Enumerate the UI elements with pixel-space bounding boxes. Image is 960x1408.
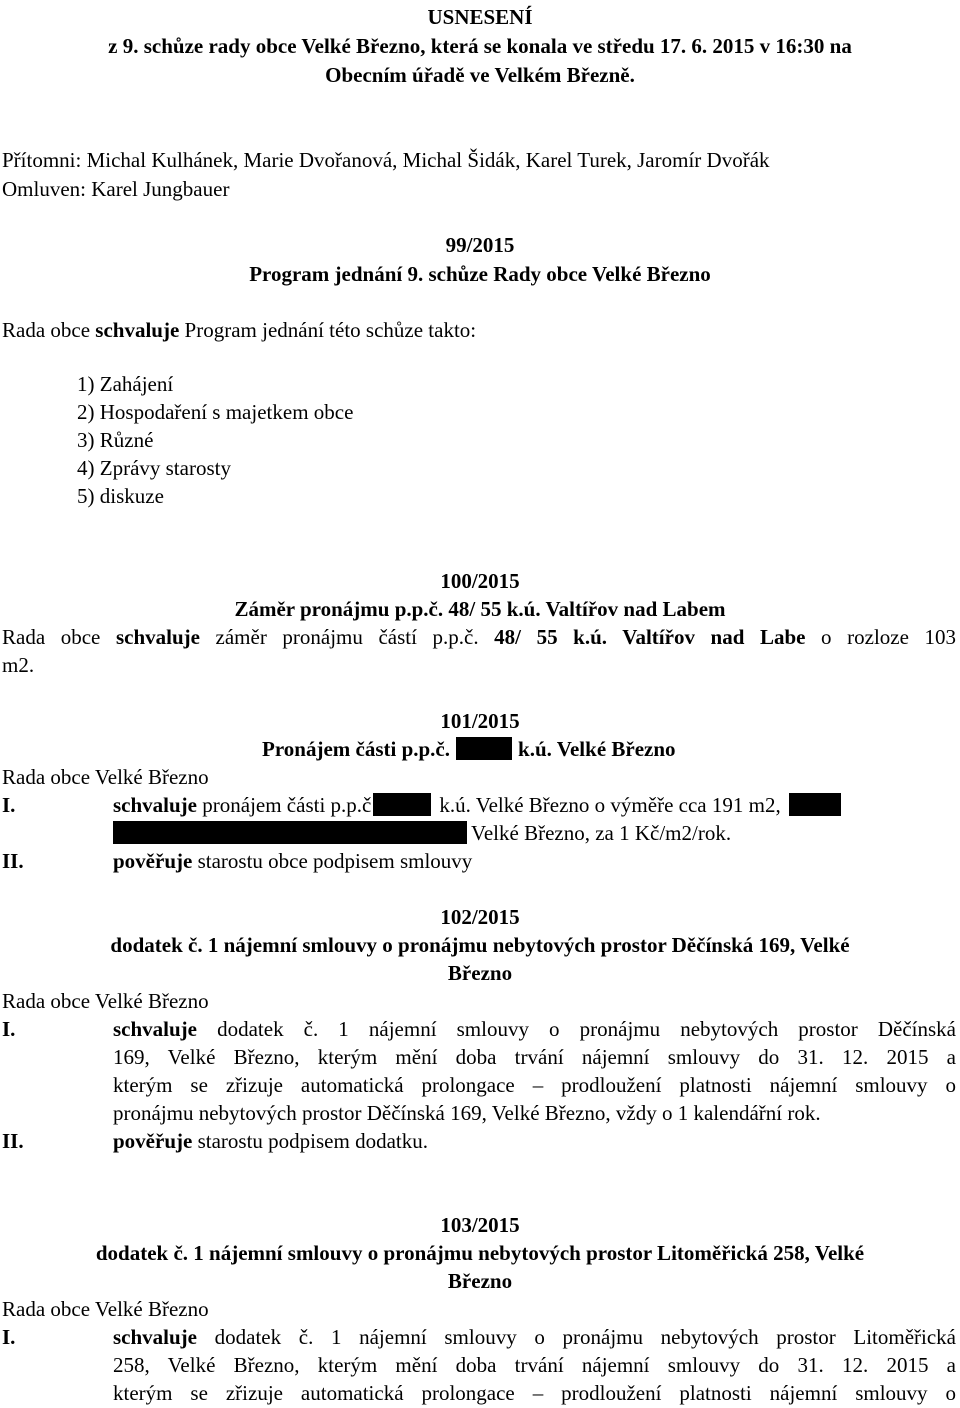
- redaction-block: [789, 793, 841, 816]
- resolution-103-title-line2: Březno: [447, 1269, 513, 1293]
- item-number: I.: [2, 1017, 16, 1041]
- resolution-101-item-i-line2: Velké Březno, za 1 Kč/m2/rok.: [113, 819, 731, 848]
- resolution-100-text-line2: m2.: [2, 653, 35, 677]
- program-item: 2) Hospodaření s majetkem obce: [77, 400, 354, 424]
- present-members: Přítomni: Michal Kulhánek, Marie Dvořanová, Michal Šidák, Karel Turek, Jaromír Dvořák: [2, 148, 770, 172]
- redaction-block: [373, 793, 431, 816]
- resolution-102-item-i-line2: 169, Velké Březno, kterým mění doba trvání nájemní smlouvy do 31. 12. 2015 a: [113, 1045, 956, 1069]
- resolution-102-title-line2: Březno: [447, 961, 513, 985]
- resolution-102-body: Rada obce Velké Březno: [2, 989, 209, 1013]
- item-number: II.: [2, 849, 24, 873]
- resolution-100-number: 100/2015: [440, 569, 520, 593]
- resolution-103-title-line1: dodatek č. 1 nájemní smlouvy o pronájmu nebytových prostor Litoměřická 258, Velké: [95, 1241, 865, 1265]
- redaction-block: [113, 821, 467, 844]
- resolution-103-item-i-line2: 258, Velké Březno, kterým mění doba trvání nájemní smlouvy do 31. 12. 2015 a: [113, 1353, 956, 1377]
- resolution-102-item-ii: pověřuje starostu podpisem dodatku.: [113, 1129, 428, 1153]
- program-item: 5) diskuze: [77, 484, 164, 508]
- resolution-101-number: 101/2015: [440, 709, 520, 733]
- meeting-info-line1: z 9. schůze rady obce Velké Březno, která se konala ve středu 17. 6. 2015 v 16:30 na: [108, 34, 852, 58]
- resolution-101-item-i-line1: schvaluje pronájem části p.p.č k.ú. Velké Březno o výměře cca 191 m2,: [113, 791, 841, 820]
- resolution-102-number: 102/2015: [440, 905, 520, 929]
- program-item: 4) Zprávy starosty: [77, 456, 231, 480]
- resolution-101-item-ii: pověřuje starostu obce podpisem smlouvy: [113, 849, 473, 873]
- resolution-99-number: 99/2015: [445, 233, 515, 257]
- resolution-103-item-i-line1: schvaluje dodatek č. 1 nájemní smlouvy o pronájmu nebytových prostor Litoměřická: [113, 1325, 956, 1349]
- document-title: USNESENÍ: [427, 5, 533, 29]
- resolution-102-item-i-line4: pronájmu nebytových prostor Děčínská 169, Velké Březno, vždy o 1 kalendářní rok.: [113, 1101, 821, 1125]
- resolution-101-title: Pronájem části p.p.č. k.ú. Velké Březno: [262, 737, 676, 761]
- item-number: I.: [2, 793, 16, 817]
- resolution-103-body: Rada obce Velké Březno: [2, 1297, 209, 1321]
- program-item: 3) Různé: [77, 428, 154, 452]
- resolution-101-body: Rada obce Velké Březno: [2, 765, 209, 789]
- meeting-info-line2: Obecním úřadě ve Velkém Březně.: [325, 63, 635, 87]
- resolution-99-title: Program jednání 9. schůze Rady obce Velké Březno: [249, 262, 711, 286]
- item-number: II.: [2, 1129, 24, 1153]
- excused-members: Omluven: Karel Jungbauer: [2, 177, 230, 201]
- resolution-100-title: Záměr pronájmu p.p.č. 48/ 55 k.ú. Valtířov nad Labem: [234, 597, 726, 621]
- program-item: 1) Zahájení: [77, 372, 174, 396]
- resolution-102-item-i-line1: schvaluje dodatek č. 1 nájemní smlouvy o pronájmu nebytových prostor Děčínská: [113, 1017, 956, 1041]
- resolution-102-item-i-line3: kterým se zřizuje automatická prolongace – prodloužení platnosti nájemní smlouvy o: [113, 1073, 956, 1097]
- resolution-103-number: 103/2015: [440, 1213, 520, 1237]
- item-number: I.: [2, 1325, 16, 1349]
- resolution-102-title-line1: dodatek č. 1 nájemní smlouvy o pronájmu nebytových prostor Děčínská 169, Velké: [110, 933, 850, 957]
- resolution-100-text-line1: Rada obce schvaluje záměr pronájmu částí p.p.č. 48/ 55 k.ú. Valtířov nad Labe o rozloze 103: [2, 625, 956, 649]
- resolution-99-intro: Rada obce schvaluje Program jednání této schůze takto:: [2, 318, 477, 342]
- redaction-block: [456, 737, 512, 760]
- resolution-103-item-i-line3: kterým se zřizuje automatická prolongace – prodloužení platnosti nájemní smlouvy o: [113, 1381, 956, 1405]
